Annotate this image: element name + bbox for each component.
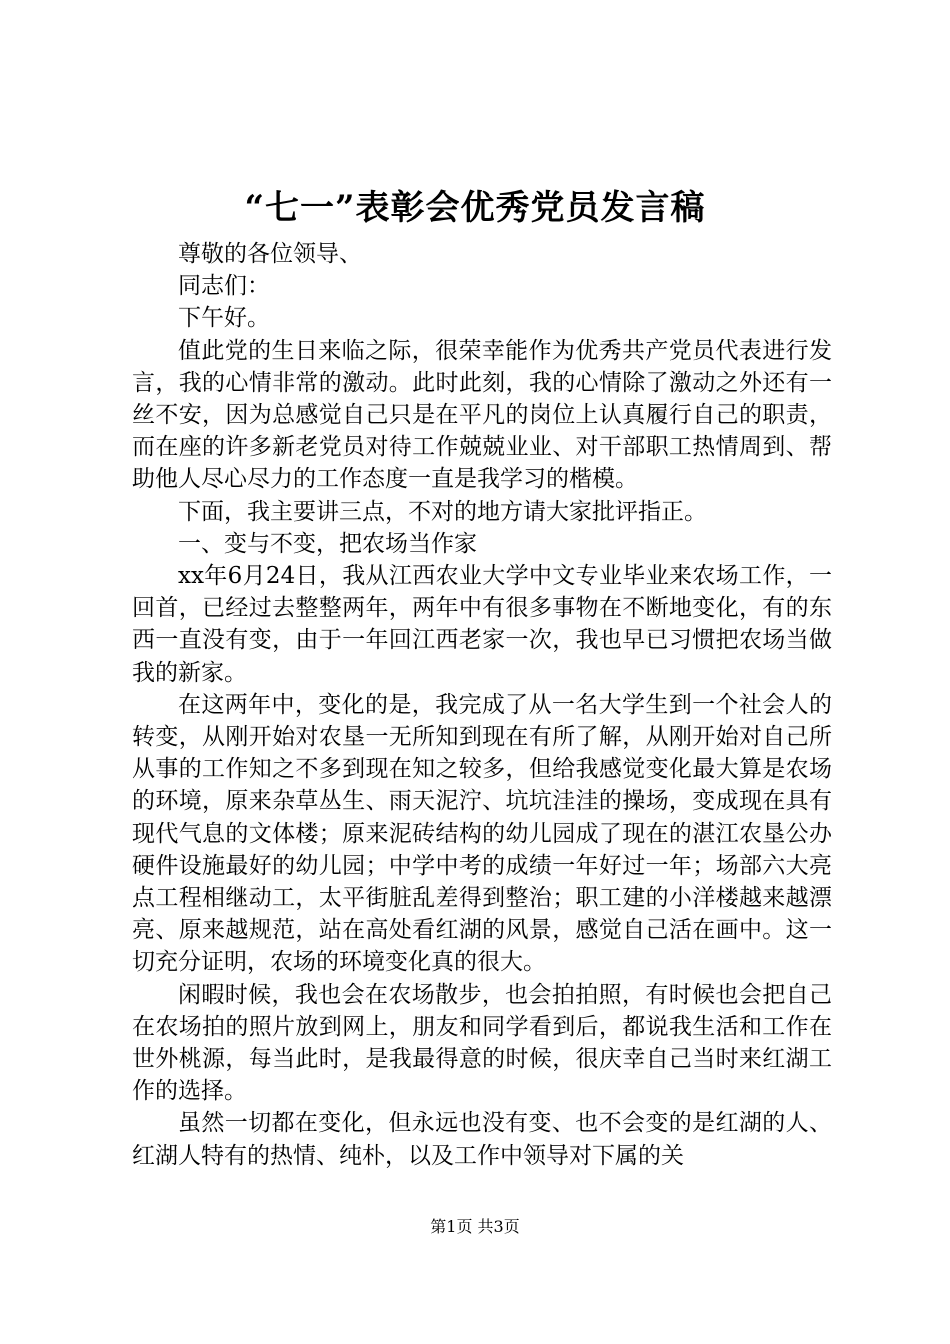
- paragraph-intro: 值此党的生日来临之际，很荣幸能作为优秀共产党员代表进行发言，我的心情非常的激动。此时此刻，我的心情除了激动之外还有一丝不安，因为总感觉自己只是在平凡的岗位上认真履行自己的职责，而在座的许多新老党员对待工作兢兢业业、对干部职工热情周到、帮助他人尽心尽力的工作态度一直是我学习的楷模。: [132, 337, 832, 493]
- salutation-line-1: 尊敬的各位领导、: [178, 241, 362, 267]
- paragraph-background: xx年6月24日，我从江西农业大学中文专业毕业来农场工作，一回首，已经过去整整两年，两年中有很多事物在不断地变化，有的东西一直没有变，由于一年回江西老家一次，我也早已习惯把农场当做我的新家。: [132, 563, 832, 686]
- paragraph-unchanged: 虽然一切都在变化，但永远也没有变、也不会变的是红湖的人、红湖人特有的热情、纯朴，以及工作中领导对下属的关: [132, 1110, 832, 1169]
- paragraph-changes: 在这两年中，变化的是，我完成了从一名大学生到一个社会人的转变，从刚开始对农垦一无所知到现在有所了解，从刚开始对自己所从事的工作知之不多到现在知之较多，但给我感觉变化最大算是农场的环境，原来杂草丛生、雨天泥泞、坑坑洼洼的操场，变成现在具有现代气息的文体楼；原来泥砖结构的幼儿园成了现在的湛江农垦公办硬件设施最好的幼儿园；中学中考的成绩一年好过一年；场部六大亮点工程相继动工，太平街脏乱差得到整治；职工建的小洋楼越来越漂亮、原来越规范，站在高处看红湖的风景，感觉自己活在画中。这一切充分证明，农场的环境变化真的很大。: [132, 691, 832, 976]
- document-title: “七一”表彰会优秀党员发言稿: [244, 188, 706, 228]
- paragraph-leisure: 闲暇时候，我也会在农场散步，也会拍拍照，有时候也会把自己在农场拍的照片放到网上，朋友和同学看到后，都说我生活和工作在世外桃源，每当此时，是我最得意的时候，很庆幸自己当时来红湖工作的选择。: [132, 981, 832, 1105]
- greeting: 下午好。: [178, 305, 270, 332]
- page-footer: 第1页 共3页: [430, 1217, 520, 1236]
- document-body: [132, 238, 832, 1172]
- paragraph-outline: 下面，我主要讲三点，不对的地方请大家批评指正。: [178, 498, 707, 525]
- section-heading-1: 一、变与不变，把农场当作家: [178, 530, 477, 557]
- salutation-line-2: 同志们：: [178, 273, 270, 300]
